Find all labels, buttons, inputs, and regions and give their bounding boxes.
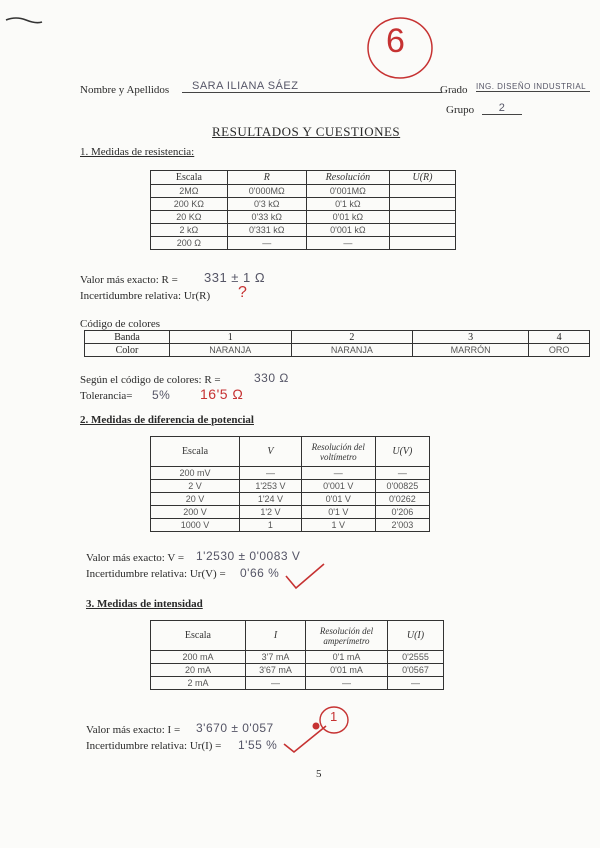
col-v: V bbox=[239, 437, 301, 467]
color-code-table: Banda 1 2 3 4 Color NARANJA NARANJA MARRÓN ORO bbox=[84, 330, 590, 357]
name-label: Nombre y Apellidos bbox=[80, 84, 170, 96]
col-escala: Escala bbox=[151, 437, 240, 467]
table-row: 2 kΩ 0'331 kΩ 0'001 kΩ bbox=[151, 224, 456, 237]
checkmark-icon bbox=[282, 562, 328, 594]
col-r: R bbox=[227, 171, 306, 185]
resistance-table bbox=[150, 170, 456, 250]
group-label: Grupo bbox=[446, 104, 475, 116]
name-value: SARA ILIANA SÁEZ bbox=[182, 80, 442, 93]
table-row: 2MΩ 0'000MΩ 0'001MΩ bbox=[151, 185, 456, 198]
r-rel-value: ? bbox=[238, 284, 248, 301]
i-best-label: Valor más exacto: I = bbox=[86, 724, 181, 736]
tol-label: Tolerancia= bbox=[80, 390, 133, 402]
group-value: 2 bbox=[482, 102, 522, 115]
col-ur: U(R) bbox=[390, 171, 456, 185]
r-best-value: 331 ± 1 Ω bbox=[204, 270, 266, 285]
table-row: 20 mA 3'67 mA 0'01 mA 0'0567 bbox=[151, 664, 444, 677]
table-row: 20 V 1'24 V 0'01 V 0'0262 bbox=[151, 493, 430, 506]
section3-heading: 3. Medidas de intensidad bbox=[86, 598, 203, 610]
table-row: 2 V 1'253 V 0'001 V 0'00825 bbox=[151, 480, 430, 493]
section1-heading: 1. Medidas de resistencia: bbox=[80, 146, 195, 158]
v-best-value: 1'2530 ± 0'0083 V bbox=[196, 549, 301, 563]
voltage-table bbox=[150, 436, 430, 532]
current-table bbox=[150, 620, 444, 690]
v-rel-label: Incertidumbre relativa: Ur(V) = bbox=[86, 568, 226, 580]
i-best-value: 3'670 ± 0'057 bbox=[196, 721, 274, 735]
table-row: 200 KΩ 0'3 kΩ 0'1 kΩ bbox=[151, 198, 456, 211]
degree-value: ING. DISEÑO INDUSTRIAL bbox=[476, 82, 590, 92]
tol-red-value: 16'5 Ω bbox=[200, 386, 244, 402]
degree-label: Grado bbox=[440, 84, 468, 96]
col-ui: U(I) bbox=[387, 621, 443, 651]
col-escala: Escala bbox=[151, 171, 228, 185]
v-rel-value: 0'66 % bbox=[240, 566, 280, 580]
grade-mark: 6 bbox=[386, 22, 406, 60]
tol-value: 5% bbox=[152, 388, 171, 402]
r-rel-label: Incertidumbre relativa: Ur(R) bbox=[80, 290, 211, 302]
color-label: Color bbox=[85, 344, 170, 357]
table-row: 2 mA — — — bbox=[151, 677, 444, 690]
col-escala: Escala bbox=[151, 621, 246, 651]
colors-heading: Código de colores bbox=[80, 318, 161, 330]
r-best-label: Valor más exacto: R = bbox=[80, 274, 178, 286]
table-row: 200 mV — — — bbox=[151, 467, 430, 480]
col-resolucion: Resolución del voltímetro bbox=[301, 437, 375, 467]
code-label: Según el código de colores: R = bbox=[80, 374, 221, 386]
v-best-label: Valor más exacto: V = bbox=[86, 552, 185, 564]
band-label: Banda bbox=[85, 331, 170, 344]
section2-heading: 2. Medidas de diferencia de potencial bbox=[80, 414, 254, 426]
col-resolucion: Resolución del amperímetro bbox=[306, 621, 388, 651]
table-row: 200 mA 3'7 mA 0'1 mA 0'2555 bbox=[151, 651, 444, 664]
col-resolucion: Resolución bbox=[306, 171, 389, 185]
col-uv: U(V) bbox=[375, 437, 429, 467]
code-value: 330 Ω bbox=[254, 371, 289, 385]
col-i: I bbox=[245, 621, 305, 651]
table-row: 200 V 1'2 V 0'1 V 0'206 bbox=[151, 506, 430, 519]
table-row: 1000 V 1 1 V 2'003 bbox=[151, 519, 430, 532]
i-rel-value: 1'55 % bbox=[238, 738, 278, 752]
table-row: 200 Ω — — bbox=[151, 237, 456, 250]
page-number: 5 bbox=[316, 768, 322, 780]
table-row: 20 KΩ 0'33 kΩ 0'01 kΩ bbox=[151, 211, 456, 224]
page-title: RESULTADOS Y CUESTIONES bbox=[212, 124, 401, 139]
i-red-mark: 1 bbox=[330, 709, 338, 724]
pen-stroke-mark bbox=[4, 14, 44, 26]
i-rel-label: Incertidumbre relativa: Ur(I) = bbox=[86, 740, 222, 752]
checkmark-icon bbox=[280, 722, 340, 756]
